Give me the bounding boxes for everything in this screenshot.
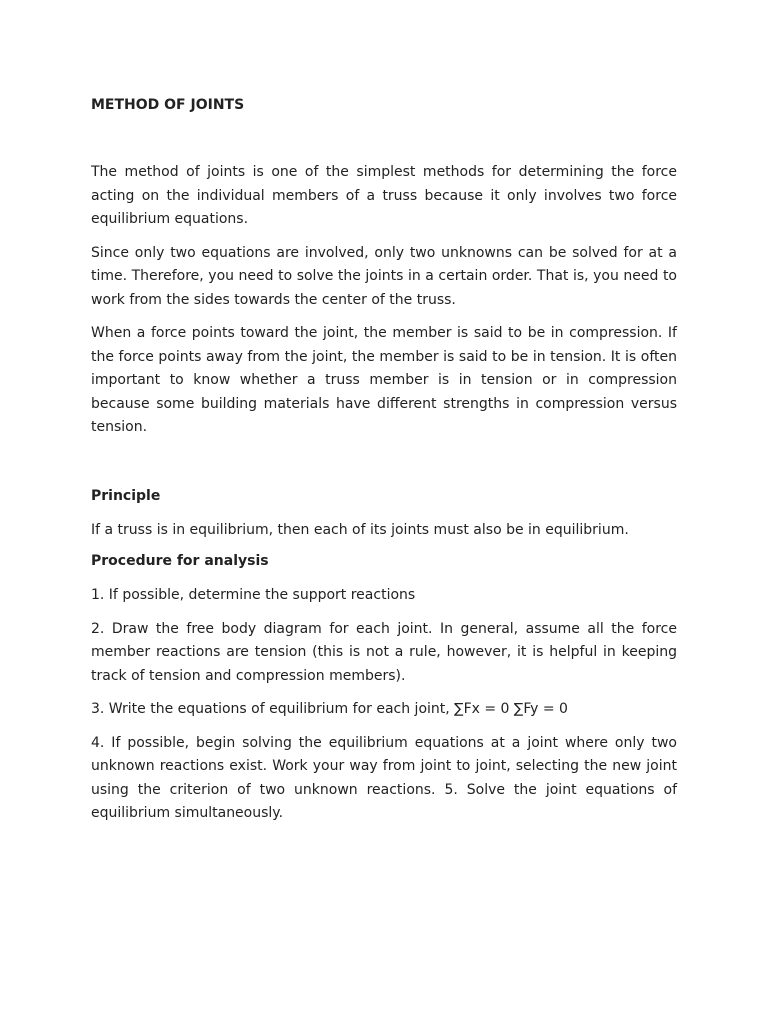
- intro-paragraph-2: Since only two equations are involved, only two unknowns can be solved for at a time. Therefore, you need to solve the joints in a certain order. That is, you need to work from the sides towards the center of the truss.: [91, 244, 677, 308]
- intro-paragraph-1: The method of joints is one of the simplest methods for determining the force acting on the individual members of a truss because it only involves two force equilibrium equations.: [91, 164, 677, 227]
- procedure-step-1: 1. If possible, determine the support reactions: [91, 587, 416, 603]
- intro-paragraph-3: When a force points toward the joint, the member is said to be in compression. If the force points away from the joint, the member is said to be in tension. It is often important to know whether a truss member is in tension or in compression because some building materials have different strengths in compression versus tension.: [91, 325, 677, 435]
- principle-text: If a truss is in equilibrium, then each of its joints must also be in equilibrium.: [91, 521, 629, 538]
- procedure-step-2: 2. Draw the free body diagram for each joint. In general, assume all the force member reactions are tension (this is not a rule, however, it is helpful in keeping track of tension and compression members).: [91, 620, 677, 684]
- document-content: [91, 95, 677, 826]
- procedure-heading: Procedure for analysis: [91, 553, 269, 569]
- principle-heading: Principle: [91, 487, 161, 504]
- procedure-step-4: 4. If possible, begin solving the equilibrium equations at a joint where only two unknown reactions exist. Work your way from joint to joint, selecting the new joint using the criterion of two unknown reactions. 5. Solve the joint equations of equilibrium simultaneously.: [91, 734, 677, 821]
- document-title: METHOD OF JOINTS: [91, 97, 245, 113]
- procedure-step-3: 3. Write the equations of equilibrium for each joint, ∑Fx = 0 ∑Fy = 0: [91, 701, 568, 717]
